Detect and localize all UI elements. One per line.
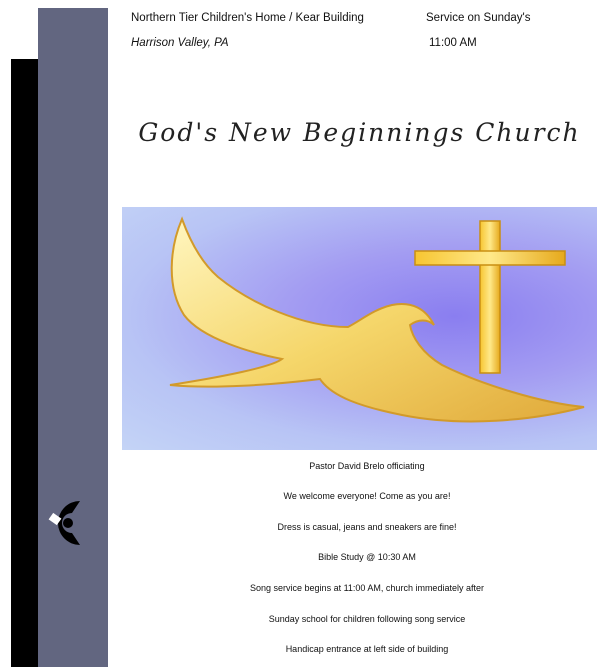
- detail-dress: Dress is casual, jeans and sneakers are fine!: [277, 522, 457, 532]
- detail-sunday-school: Sunday school for children following song service: [268, 614, 466, 624]
- detail-bible-study: Bible Study @ 10:30 AM: [318, 552, 416, 562]
- cross-icon: [415, 221, 565, 373]
- service-label: Service on Sunday's: [426, 12, 531, 24]
- detail-handicap: Handicap entrance at left side of building: [285, 644, 449, 654]
- detail-song-service: Song service begins at 11:00 AM, church immediately after: [250, 583, 484, 593]
- dove-icon: [170, 219, 584, 421]
- disc-emblem-icon: [46, 495, 88, 551]
- detail-welcome: We welcome everyone! Come as you are!: [283, 491, 451, 501]
- service-time: 11:00 AM: [429, 37, 477, 49]
- dove-cross-banner: [122, 207, 597, 450]
- left-slate-stripe: [38, 8, 108, 667]
- church-title: God's New Beginnings Church: [138, 118, 581, 147]
- town: Harrison Valley, PA: [131, 37, 229, 49]
- location-line: Northern Tier Children's Home / Kear Building: [131, 12, 364, 24]
- detail-pastor: Pastor David Brelo officiating: [309, 461, 425, 471]
